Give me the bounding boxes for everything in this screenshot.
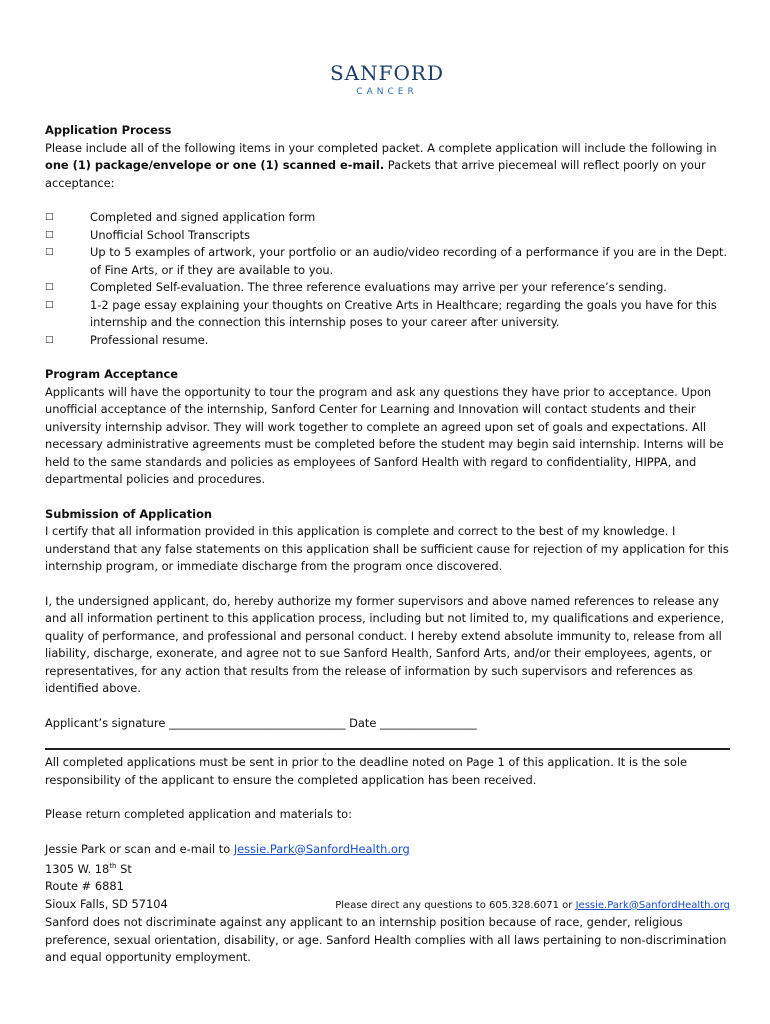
document-body	[45, 122, 730, 967]
contact-email-link[interactable]: Jessie.Park@SanfordHealth.org	[233, 841, 410, 856]
horizontal-divider	[45, 748, 730, 750]
program-acceptance-body: Applicants will have the opportunity to tour the program and ask any questions they have prior to acceptance. Upon unofficial acceptance of the internship, Sanford Center for Learning and Innovation will contact students and their university internship advisor. They will work together to complete an agreed upon set of goals and expectations. All necessary administrative agreements must be completed before the student may begin said internship. Interns will be held to the same standards and policies as employees of Sanford Health with regard to confidentiality, HIPPA, and departmental policies and procedures.	[45, 384, 724, 486]
checklist-item-text: Professional resume.	[90, 332, 209, 347]
checklist-item	[45, 209, 730, 227]
submission-section	[45, 506, 730, 576]
street-superscript: th	[109, 862, 117, 870]
return-label: Please return completed application and materials to:	[45, 807, 352, 821]
sanford-cancer-logo	[322, 62, 452, 98]
questions-email-link[interactable]: Jessie.Park@SanfordHealth.org	[575, 899, 730, 911]
authorization-statement: I, the undersigned applicant, do, hereby authorize my former supervisors and above named references to release any and all information pertinent to this application process, including but not limited to, my qualifications and experience, quality of performance, and professional and personal conduct. I hereby extend absolute immunity to, release from all liability, discharge, exonerate, and agree not to sue Sanford Health, Sanford Arts, and/or their employees, agents, or representatives, for any action that results from the release of information by such supervisors and references as identified above.	[45, 593, 725, 695]
checklist-item-text: Up to 5 examples of artwork, your portfolio or an audio/video recording of a performance if you are in the Dept. of Fine Arts, or if they are available to you.	[90, 245, 728, 277]
program-acceptance-section	[45, 366, 730, 489]
checklist-item	[45, 332, 730, 350]
nondiscrimination-statement: Sanford does not discriminate against any applicant to an internship position because of race, gender, religious preference, sexual orientation, disability, or age. Sanford Health complies with all laws pertaining to non-discrimination and equal opportunity employment.	[45, 915, 727, 965]
application-process-section	[45, 122, 730, 192]
required-items-checklist	[45, 209, 730, 349]
checklist-item	[45, 279, 730, 297]
application-process-heading: Application Process	[45, 123, 172, 137]
deadline-section	[45, 754, 730, 789]
intro-text-end: Packets that arrive piecemeal will reflect poorly on your acceptance:	[45, 158, 706, 190]
return-instructions	[45, 806, 730, 824]
address-route: Route # 6881	[45, 879, 124, 894]
program-acceptance-heading: Program Acceptance	[45, 367, 179, 381]
application-process-intro	[45, 140, 730, 193]
intro-text-start: Please include all of the following items in your completed packet. A complete application will include the following in	[45, 140, 717, 155]
checklist-item-text: Unofficial School Transcripts	[90, 227, 251, 242]
checklist-item	[45, 244, 730, 279]
checklist-item	[45, 227, 730, 245]
checkbox-icon[interactable]: □	[45, 247, 54, 257]
checkbox-icon[interactable]: □	[45, 212, 54, 222]
contact-line	[45, 841, 730, 859]
certification-statement: I certify that all information provided in this application is complete and correct to the best of my knowledge. I understand that any false statements on this application shall be sufficient cause for rejection of my application for this internship program, or immediate discharge from the program once discovered.	[45, 524, 729, 573]
questions-line	[335, 897, 730, 915]
checkbox-icon[interactable]: □	[45, 282, 54, 292]
contact-prefix: Jessie Park or scan and e-mail to	[45, 841, 234, 856]
address-city: Sioux Falls, SD 57104	[45, 896, 168, 911]
checkbox-icon[interactable]: □	[45, 299, 54, 310]
questions-prefix: Please direct any questions to 605.328.6071 or	[335, 899, 576, 911]
checkbox-icon[interactable]: □	[45, 229, 54, 240]
checklist-item	[45, 297, 730, 332]
logo-subtitle: CANCER	[356, 87, 418, 97]
signature-date-line[interactable]: Applicant’s signature _______________________________ Date _________________	[45, 715, 477, 730]
street-post: St	[116, 861, 132, 876]
deadline-notice: All completed applications must be sent in prior to the deadline noted on Page 1 of this application. It is the sole responsibility of the applicant to ensure the completed application has been received.	[45, 755, 688, 787]
address-street	[45, 858, 730, 878]
checklist-item-text: 1-2 page essay explaining your thoughts on Creative Arts in Healthcare; regarding the goals you have for this internship and the connection this internship poses to your career after university.	[90, 297, 717, 329]
street-pre: 1305 W. 18	[45, 861, 110, 876]
authorization-section	[45, 593, 730, 698]
submission-heading: Submission of Application	[45, 506, 213, 521]
checkbox-icon[interactable]: □	[45, 334, 54, 345]
logo-wordmark: SANFORD	[329, 61, 444, 85]
city-questions-row	[45, 896, 730, 915]
checklist-item-text: Completed and signed application form	[90, 210, 316, 224]
checklist-item-text: Completed Self-evaluation. The three reference evaluations may arrive per your reference’s sending.	[90, 280, 667, 294]
contact-block	[45, 841, 730, 967]
intro-text-bold: one (1) package/envelope or one (1) scanned e-mail.	[45, 158, 385, 172]
